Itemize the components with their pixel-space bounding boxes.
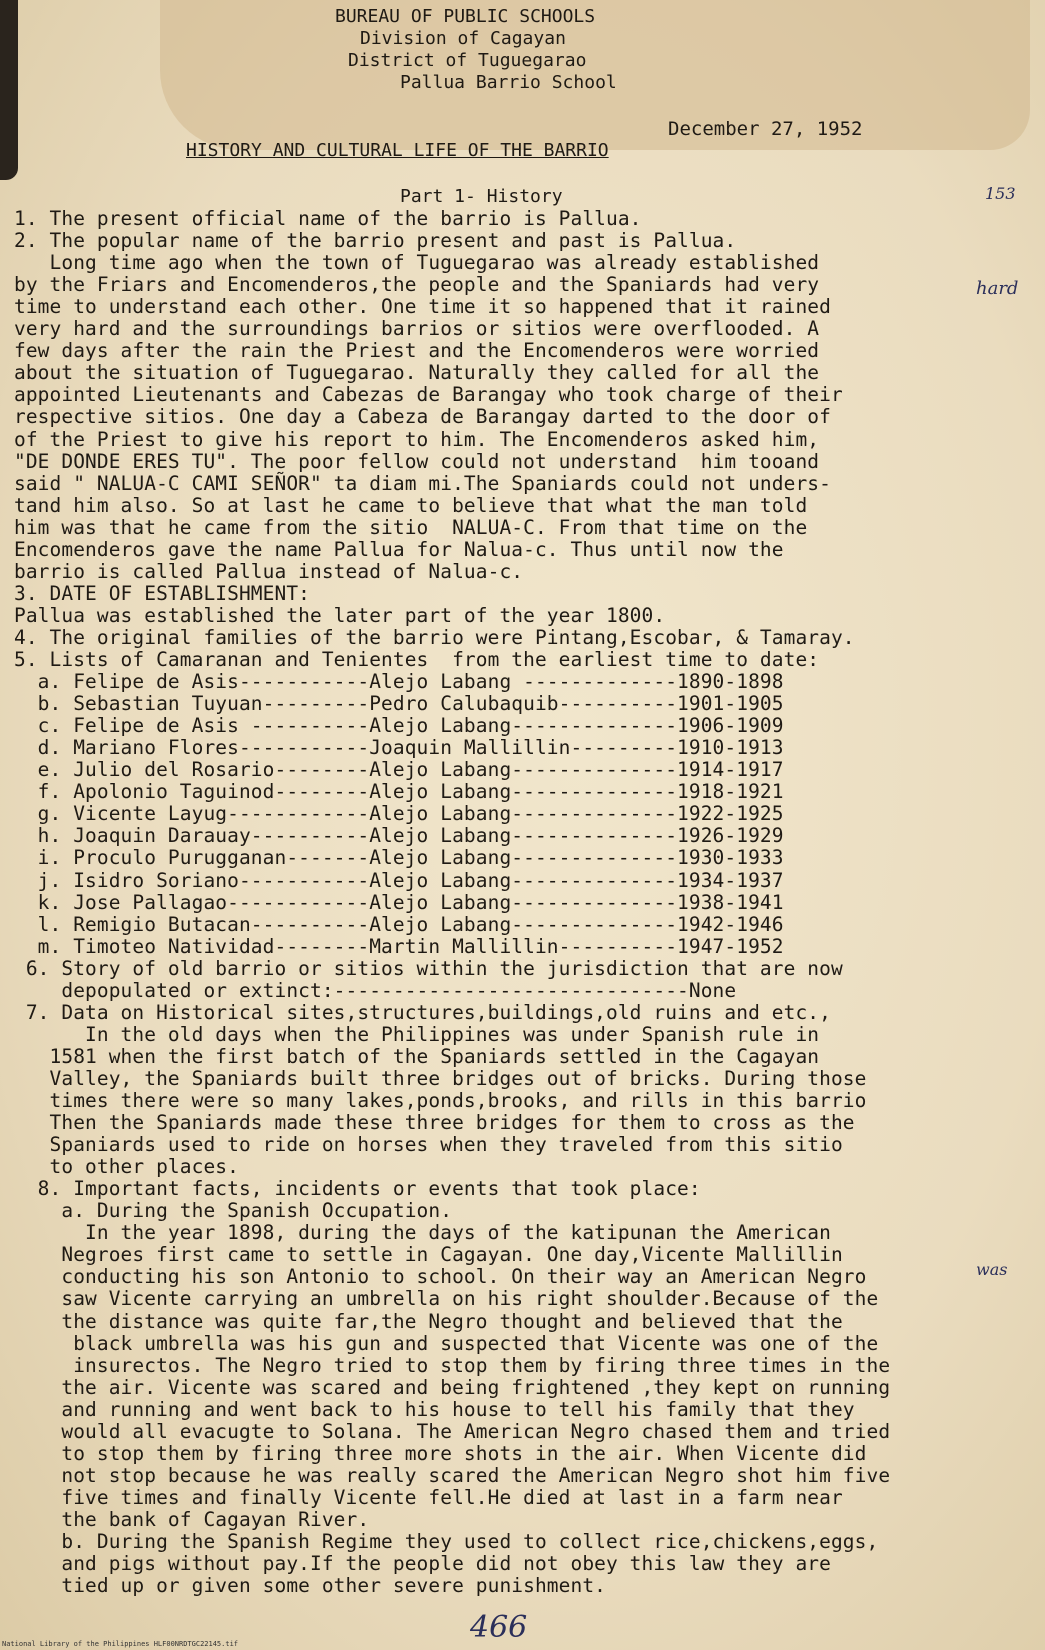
handwritten-page-number: 466 [470,1610,528,1645]
text-line: and pigs without pay.If the people did not obey this law they are [14,1552,831,1576]
text-line: a. During the Spanish Occupation. [14,1199,453,1223]
text-line: Valley, the Spaniards built three bridges out of bricks. During those [14,1066,867,1090]
text-line: him was that he came from the sitio NALUA-C. From that time on the [14,515,808,539]
text-line: 7. Data on Historical sites,structures,buildings,old ruins and etc., [14,1000,831,1024]
text-line: Negroes first came to settle in Cagayan. One day,Vicente Mallillin [14,1243,843,1267]
text-line: insurectos. The Negro tried to stop them by firing three times in the [14,1353,891,1377]
text-line: i. Proculo Purugganan-------Alejo Labang--------------1930-1933 [14,846,784,870]
text-line: to stop them by firing three more shots in the air. When Vicente did [14,1441,867,1465]
header-date: December 27, 1952 [668,118,863,140]
text-line: d. Mariano Flores-----------Joaquin Mallillin---------1910-1913 [14,736,784,760]
header-school: Pallua Barrio School [400,72,617,93]
text-line: respective sitios. One day a Cabeza de Barangay darted to the door of [14,405,831,429]
text-line: e. Julio del Rosario--------Alejo Labang--------------1914-1917 [14,758,784,782]
text-line: the air. Vicente was scared and being frightened ,they kept on running [14,1375,891,1399]
text-line: In the year 1898, during the days of the katipunan the American [14,1221,831,1245]
text-line: In the old days when the Philippines was under Spanish rule in [14,1022,820,1046]
text-line: f. Apolonio Taguinod--------Alejo Labang--------------1918-1921 [14,780,784,804]
page-mark: 153 [985,184,1016,203]
text-line: j. Isidro Soriano-----------Alejo Labang--------------1934-1937 [14,868,784,892]
text-line: 1581 when the first batch of the Spaniards settled in the Cagayan [14,1044,820,1068]
text-line: "DE DONDE ERES TU". The poor fellow could not understand him tooand [14,449,820,473]
text-line: by the Friars and Encomenderos,the people and the Spaniards had very [14,273,820,297]
text-line: would all evacugte to Solana. The American Negro chased them and tried [14,1419,891,1443]
text-line: about the situation of Tuguegarao. Naturally they called for all the [14,361,820,385]
text-line: barrio is called Pallua instead of Nalua-c. [14,559,524,583]
archive-footer: National Library of the Philippines HLF00NRDTGC22145.tif [2,1640,239,1648]
header-district: District of Tuguegarao [348,50,587,71]
binding-shadow [0,0,18,180]
text-line: 2. The popular name of the barrio present and past is Pallua. [14,229,737,253]
handwritten-hard: hard [976,278,1019,299]
header-division: Division of Cagayan [360,28,566,49]
text-line: tand him also. So at last he came to believe that what the man told [14,493,808,517]
text-line: tied up or given some other severe punishment. [14,1574,606,1598]
text-line: times there were so many lakes,ponds,brooks, and rills in this barrio [14,1089,867,1112]
text-line: g. Vicente Layug------------Alejo Labang--------------1922-1925 [14,802,784,826]
text-line: very hard and the surroundings barrios or sitios were overflooded. A [14,317,820,341]
text-line: black umbrella was his gun and suspected that Vicente was one of the [14,1331,879,1355]
text-line: k. Jose Pallagao------------Alejo Labang--------------1938-1941 [14,890,784,914]
text-line: the distance was quite far,the Negro thought and believed that the [14,1309,843,1333]
text-line: the bank of Cagayan River. [14,1507,370,1531]
part-heading: Part 1- History [400,186,563,207]
document-title: HISTORY AND CULTURAL LIFE OF THE BARRIO [186,140,609,161]
text-line: Encomenderos gave the name Pallua for Nalua-c. Thus until now the [14,537,784,561]
text-line: five times and finally Vicente fell.He died at last in a farm near [14,1485,843,1509]
text-line: said " NALUA-C CAMI SEÑOR" ta diam mi.The Spaniards could not unders- [14,471,831,495]
text-line: saw Vicente carrying an umbrella on his right shoulder.Because of the [14,1287,879,1311]
text-line: 4. The original families of the barrio were Pintang,Escobar, & Tamaray. [14,625,855,649]
text-line: 1. The present official name of the barrio is Pallua. [14,207,642,230]
text-line: few days after the rain the Priest and the Encomenderos were worried [14,339,820,363]
text-line: time to understand each other. One time it so happened that it rained [14,295,831,319]
text-line: 3. DATE OF ESTABLISHMENT: [14,581,310,605]
text-line: a. Felipe de Asis-----------Alejo Labang -------------1890-1898 [14,670,784,694]
text-line: c. Felipe de Asis ----------Alejo Labang--------------1906-1909 [14,714,784,738]
text-line: b. During the Spanish Regime they used to collect rice,chickens,eggs, [14,1530,879,1553]
text-line: of the Priest to give his report to him. The Encomenderos asked him, [14,427,820,451]
text-line: not stop because he was really scared the American Negro shot him five [14,1463,891,1487]
text-line: 5. Lists of Camaranan and Tenientes from the earliest time to date: [14,648,820,671]
text-line: Long time ago when the town of Tuguegarao was already established [14,251,820,275]
text-line: l. Remigio Butacan----------Alejo Labang--------------1942-1946 [14,912,784,936]
text-line: Spaniards used to ride on horses when they traveled from this sitio [14,1133,843,1157]
text-line: 8. Important facts, incidents or events that took place: [14,1177,701,1201]
text-line: to other places. [14,1155,239,1179]
text-line: conducting his son Antonio to school. On their way an American Negro [14,1265,867,1289]
text-line: m. Timoteo Natividad--------Martin Mallillin----------1947-1952 [14,934,784,958]
text-line: Then the Spaniards made these three bridges for them to cross as the [14,1111,855,1135]
text-line: Pallua was established the later part of the year 1800. [14,603,666,627]
text-line: and running and went back to his house to tell his family that they [14,1397,855,1421]
text-line: appointed Lieutenants and Cabezas de Barangay who took charge of their [14,383,843,407]
header-bureau: BUREAU OF PUBLIC SCHOOLS [335,6,596,27]
text-line: h. Joaquin Darauay----------Alejo Labang--------------1926-1929 [14,824,784,848]
handwritten-was: was [976,1260,1008,1279]
text-line: 6. Story of old barrio or sitios within the jurisdiction that are now [14,956,843,980]
text-line: b. Sebastian Tuyuan---------Pedro Calubaquib----------1901-1905 [14,692,784,716]
text-line: depopulated or extinct:------------------------------None [14,978,737,1002]
